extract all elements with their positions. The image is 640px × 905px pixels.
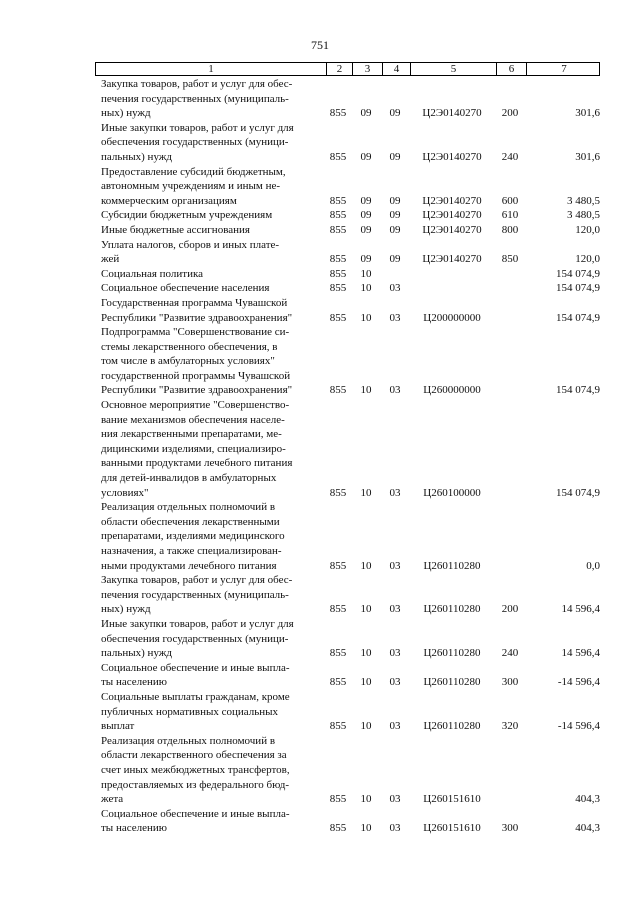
table-row (95, 281, 600, 296)
description-line: коммерческим организациям (101, 194, 237, 207)
budget-table (95, 62, 600, 836)
target-article-code: Ц260110280 (423, 720, 481, 733)
subsection-code: 03 (389, 486, 401, 499)
description-line: Субсидии бюджетным учреждениям (101, 209, 273, 222)
description-line: Республики "Развитие здравоохранения" (101, 384, 293, 397)
expense-type-code: 610 (501, 209, 519, 222)
description-line: Иные закупки товаров, работ и услуг для (101, 617, 294, 630)
section-code: 10 (360, 603, 372, 616)
description-line: Закупка товаров, работ и услуг для обес- (101, 574, 293, 587)
subsection-code: 09 (389, 150, 401, 163)
description-line: Реализация отдельных полномочий в (101, 501, 276, 514)
ministry-code: 855 (329, 676, 347, 689)
header-cell-6: 6 (496, 63, 526, 75)
description-line: дицинскими изделиями, специализиро- (101, 442, 286, 455)
description-line: счет иных межбюджетных трансфертов, (101, 763, 290, 776)
section-code: 09 (360, 223, 372, 236)
target-article-code: Ц2Э0140270 (422, 209, 482, 222)
section-code: 09 (360, 253, 372, 266)
ministry-code: 855 (329, 282, 347, 295)
target-article-code: Ц260000000 (423, 384, 481, 397)
description-line: Государственная программа Чувашской (101, 296, 288, 309)
description-line: ния лекарственными препаратами, ме- (101, 428, 282, 441)
row-description (95, 121, 325, 165)
expense-type-code: 200 (501, 107, 519, 120)
expense-type-code: 240 (501, 647, 519, 660)
section-code: 10 (360, 486, 372, 499)
description-line: выплат (101, 720, 135, 733)
description-line: автономным учреждениям и иным не- (101, 180, 281, 193)
description-line: пальных) нужд (101, 150, 173, 163)
description-line: Социальное обеспечение и иные выпла- (101, 807, 290, 820)
row-description (95, 208, 325, 223)
ministry-code: 855 (329, 720, 347, 733)
row-description (95, 690, 325, 734)
row-description (95, 617, 325, 661)
table-row (95, 690, 600, 734)
header-cell-2: 2 (326, 63, 352, 75)
ministry-code: 855 (329, 209, 347, 222)
row-description (95, 807, 325, 836)
target-article-code: Ц2Э0140270 (422, 107, 482, 120)
table-row (95, 77, 600, 121)
description-line: Уплата налогов, сборов и иных плате- (101, 238, 280, 251)
section-code: 10 (360, 282, 372, 295)
description-line: условиях" (101, 486, 149, 499)
ministry-code: 855 (329, 194, 347, 207)
row-description (95, 281, 325, 296)
description-line: Иные бюджетные ассигнования (101, 223, 250, 236)
section-code: 10 (360, 267, 372, 280)
section-code: 10 (360, 676, 372, 689)
description-line: области обеспечения лекарственными (101, 515, 280, 528)
subsection-code: 03 (389, 822, 401, 835)
table-row (95, 208, 600, 223)
target-article-code: Ц260110280 (423, 676, 481, 689)
subsection-code: 03 (389, 647, 401, 660)
section-code: 10 (360, 822, 372, 835)
section-code: 09 (360, 209, 372, 222)
amount: 14 596,4 (561, 647, 600, 660)
table-body (95, 76, 600, 836)
amount: 154 074,9 (556, 384, 600, 397)
description-line: области лекарственного обеспечения за (101, 749, 287, 762)
table-row (95, 617, 600, 661)
subsection-code: 09 (389, 194, 401, 207)
ministry-code: 855 (329, 107, 347, 120)
subsection-code: 03 (389, 282, 401, 295)
header-cell-3: 3 (352, 63, 382, 75)
target-article-code: Ц260100000 (423, 486, 481, 499)
description-line: назначения, а также специализирован- (101, 545, 282, 557)
subsection-code: 09 (389, 223, 401, 236)
amount: 404,3 (575, 793, 600, 806)
subsection-code: 09 (389, 253, 401, 266)
ministry-code: 855 (329, 253, 347, 266)
target-article-code: Ц2Э0140270 (422, 253, 482, 266)
table-row (95, 238, 600, 267)
expense-type-code: 320 (501, 720, 519, 733)
table-row (95, 296, 600, 325)
expense-type-code: 300 (501, 676, 519, 689)
header-cell-7: 7 (526, 63, 601, 75)
description-line: Основное мероприятие "Совершенство- (101, 399, 290, 412)
section-code: 10 (360, 384, 372, 397)
target-article-code: Ц2Э0140270 (422, 223, 482, 236)
subsection-code: 03 (389, 793, 401, 806)
target-article-code: Ц260110280 (423, 559, 481, 572)
section-code: 10 (360, 311, 372, 324)
ministry-code: 855 (329, 793, 347, 806)
description-line: жета (101, 793, 124, 806)
row-description (95, 165, 325, 209)
description-line: том числе в амбулаторных условиях" (101, 355, 275, 368)
description-line: государственной программы Чувашской (101, 369, 291, 382)
description-line: Социальное обеспечение населения (101, 282, 270, 295)
amount: 14 596,4 (561, 603, 600, 616)
ministry-code: 855 (329, 822, 347, 835)
amount: -14 596,4 (557, 720, 600, 733)
description-line: печения государственных (муниципаль- (101, 92, 289, 105)
section-code: 09 (360, 194, 372, 207)
ministry-code: 855 (329, 559, 347, 572)
table-row (95, 165, 600, 209)
table-row (95, 267, 600, 282)
subsection-code: 03 (389, 676, 401, 689)
table-row (95, 807, 600, 836)
page-number: 751 (311, 38, 329, 52)
subsection-code: 03 (389, 384, 401, 397)
table-row (95, 573, 600, 617)
table-row (95, 121, 600, 165)
row-description (95, 296, 325, 325)
description-line: Республики "Развитие здравоохранения" (101, 311, 293, 324)
section-code: 09 (360, 107, 372, 120)
subsection-code: 09 (389, 107, 401, 120)
ministry-code: 855 (329, 486, 347, 499)
amount: 120,0 (575, 223, 600, 236)
description-line: ты населению (101, 822, 167, 835)
header-cell-1: 1 (208, 63, 214, 75)
table-header (95, 62, 600, 76)
target-article-code: Ц2Э0140270 (422, 150, 482, 163)
row-description (95, 398, 325, 500)
section-code: 10 (360, 559, 372, 572)
section-code: 10 (360, 647, 372, 660)
subsection-code: 03 (389, 720, 401, 733)
description-line: препаратами, изделиями медицинского (101, 530, 285, 543)
amount: 154 074,9 (556, 486, 600, 499)
expense-type-code: 850 (501, 253, 519, 266)
amount: 301,6 (575, 107, 600, 120)
row-description (95, 573, 325, 617)
description-line: Предоставление субсидий бюджетным, (101, 165, 286, 178)
row-description (95, 325, 325, 398)
subsection-code: 03 (389, 603, 401, 616)
description-line: стемы лекарственного обеспечения, в (101, 340, 278, 353)
expense-type-code: 800 (501, 223, 519, 236)
description-line: ты населению (101, 676, 167, 689)
expense-type-code: 200 (501, 603, 519, 616)
header-cell-4: 4 (382, 63, 410, 75)
row-description (95, 500, 325, 573)
amount: -14 596,4 (557, 676, 600, 689)
target-article-code: Ц260110280 (423, 603, 481, 616)
row-description (95, 223, 325, 238)
ministry-code: 855 (329, 384, 347, 397)
expense-type-code: 240 (501, 150, 519, 163)
ministry-code: 855 (329, 603, 347, 616)
row-description (95, 238, 325, 267)
amount: 301,6 (575, 150, 600, 163)
ministry-code: 855 (329, 311, 347, 324)
row-description (95, 661, 325, 690)
expense-type-code: 600 (501, 194, 519, 207)
amount: 154 074,9 (556, 267, 600, 280)
ministry-code: 855 (329, 150, 347, 163)
description-line: публичных нормативных социальных (101, 705, 279, 718)
table-row (95, 325, 600, 398)
ministry-code: 855 (329, 647, 347, 660)
amount: 3 480,5 (567, 194, 600, 207)
target-article-code: Ц260110280 (423, 647, 481, 660)
section-code: 09 (360, 150, 372, 163)
description-line: Социальная политика (101, 267, 204, 280)
row-description (95, 734, 325, 807)
description-line: ных) нужд (101, 107, 151, 120)
description-line: вание механизмов обеспечения населе- (101, 413, 285, 426)
subsection-code: 03 (389, 559, 401, 572)
amount: 154 074,9 (556, 311, 600, 324)
description-line: печения государственных (муниципаль- (101, 588, 289, 601)
subsection-code: 09 (389, 209, 401, 222)
description-line: для детей-инвалидов в амбулаторных (101, 472, 277, 485)
target-article-code: Ц200000000 (423, 311, 481, 324)
table-row (95, 398, 600, 500)
description-line: Подпрограмма "Совершенствование си- (101, 326, 290, 339)
description-line: обеспечения государственных (муници- (101, 632, 289, 645)
description-line: Социальные выплаты гражданам, кроме (101, 690, 290, 703)
target-article-code: Ц260151610 (423, 793, 481, 806)
subsection-code: 03 (389, 311, 401, 324)
amount: 404,3 (575, 822, 600, 835)
description-line: Иные закупки товаров, работ и услуг для (101, 121, 294, 134)
description-line: обеспечения государственных (муници- (101, 136, 289, 149)
expense-type-code: 300 (501, 822, 519, 835)
amount: 120,0 (575, 253, 600, 266)
section-code: 10 (360, 793, 372, 806)
ministry-code: 855 (329, 223, 347, 236)
table-row (95, 661, 600, 690)
table-row (95, 734, 600, 807)
amount: 154 074,9 (556, 282, 600, 295)
table-row (95, 223, 600, 238)
description-line: жей (101, 253, 120, 266)
header-cell-5: 5 (410, 63, 496, 75)
description-line: Реализация отдельных полномочий в (101, 734, 276, 747)
description-line: Закупка товаров, работ и услуг для обес- (101, 78, 293, 90)
amount: 0,0 (586, 559, 600, 572)
description-line: пальных) нужд (101, 647, 173, 660)
target-article-code: Ц260151610 (423, 822, 481, 835)
description-line: ными продуктами лечебного питания (101, 559, 277, 572)
section-code: 10 (360, 720, 372, 733)
description-line: ванными продуктами лечебного питания (101, 457, 293, 470)
amount: 3 480,5 (567, 209, 600, 222)
target-article-code: Ц2Э0140270 (422, 194, 482, 207)
description-line: ных) нужд (101, 603, 151, 616)
ministry-code: 855 (329, 267, 347, 280)
table-row (95, 500, 600, 573)
row-description (95, 267, 325, 282)
description-line: Социальное обеспечение и иные выпла- (101, 661, 290, 674)
description-line: предоставляемых из федерального бюд- (101, 778, 289, 791)
row-description (95, 77, 325, 121)
